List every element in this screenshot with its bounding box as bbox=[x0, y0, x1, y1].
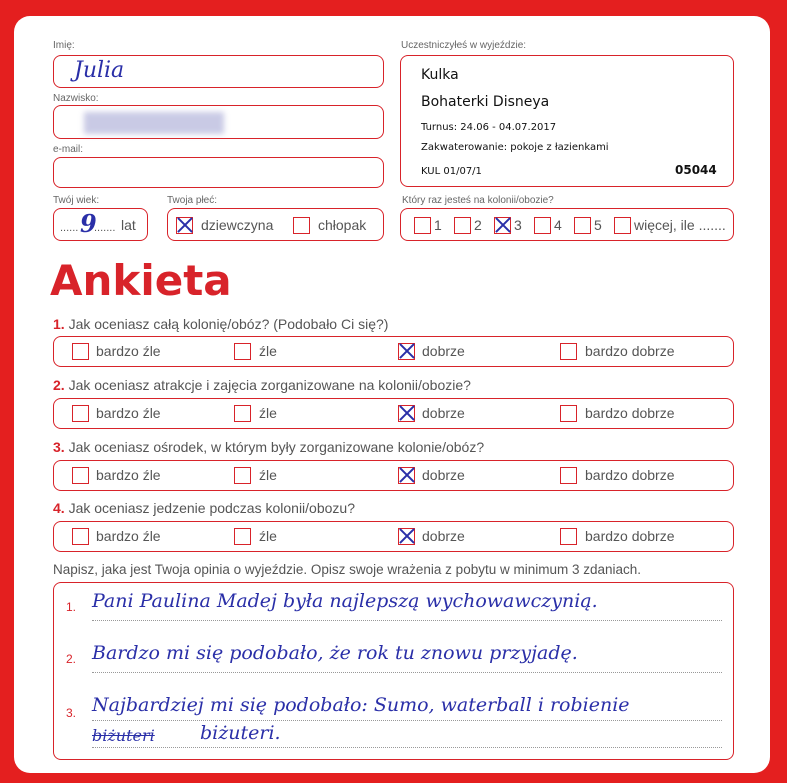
survey-title: Ankieta bbox=[50, 256, 232, 305]
q4-bardzo-zle-checkbox[interactable] bbox=[72, 528, 89, 545]
opinion-line-3-number: 3. bbox=[66, 706, 77, 720]
question-2: 2. Jak oceniasz atrakcje i zajęcia zorganizowane na kolonii/obozie? bbox=[53, 377, 471, 393]
opinion-line-2: Bardzo mi się podobało, że rok tu znowu przyjadę. bbox=[92, 642, 578, 664]
q2-zle-checkbox[interactable] bbox=[234, 405, 251, 422]
age-label: Twój wiek: bbox=[53, 195, 100, 206]
camp-theme: Bohaterki Disneya bbox=[421, 94, 550, 110]
opinion-line-4-struck: biżuteri bbox=[92, 726, 155, 745]
camp-info-box bbox=[400, 55, 734, 187]
opinion-line-3: Najbardziej mi się podobało: Sumo, waterball i robienie bbox=[92, 694, 630, 716]
opinion-line-2-number: 2. bbox=[66, 652, 77, 666]
question-4: 4. Jak oceniasz jedzenie podczas kolonii/obozu? bbox=[53, 500, 355, 516]
question-3: 3. Jak oceniasz ośrodek, w którym były zorganizowane kolonie/obóz? bbox=[53, 439, 485, 455]
camp-name: Kulka bbox=[421, 67, 459, 83]
q3-dobrze-checkbox[interactable] bbox=[398, 467, 415, 484]
age-value: 9 bbox=[80, 209, 97, 238]
q2-dobrze-checkbox[interactable] bbox=[398, 405, 415, 422]
name-value: Julia bbox=[74, 58, 125, 83]
times-field: 1 2 3 4 5 więcej, ile ....... bbox=[400, 208, 734, 241]
camp-accommodation: Zakwaterowanie: pokoje z łazienkami bbox=[421, 142, 609, 153]
camp-code: KUL 01/07/1 bbox=[421, 166, 482, 177]
opinion-line-4: biżuteri. bbox=[200, 722, 281, 744]
times-label: Który raz jesteś na kolonii/obozie? bbox=[402, 195, 554, 206]
surname-redaction bbox=[84, 112, 224, 134]
times-more-checkbox[interactable] bbox=[614, 217, 631, 234]
times-1-checkbox[interactable] bbox=[414, 217, 431, 234]
times-3-checkbox[interactable] bbox=[494, 217, 511, 234]
gender-boy-label: chłopak bbox=[318, 217, 367, 233]
age-field[interactable]: ...... 9 ....... lat bbox=[53, 208, 148, 241]
q1-bardzo-dobrze-checkbox[interactable] bbox=[560, 343, 577, 360]
q4-dobrze-checkbox[interactable] bbox=[398, 528, 415, 545]
email-label: e-mail: bbox=[53, 144, 84, 155]
gender-girl-label: dziewczyna bbox=[201, 217, 274, 233]
opinion-line-1-number: 1. bbox=[66, 600, 77, 614]
gender-girl-checkbox[interactable] bbox=[176, 217, 193, 234]
gender-field bbox=[167, 208, 384, 241]
q1-dobrze-checkbox[interactable] bbox=[398, 343, 415, 360]
question-2-options: bardzo źle źle dobrze bardzo dobrze bbox=[53, 398, 734, 429]
q1-bardzo-zle-checkbox[interactable] bbox=[72, 343, 89, 360]
name-label: Imię: bbox=[53, 40, 75, 51]
surname-field[interactable] bbox=[53, 105, 384, 139]
times-2-checkbox[interactable] bbox=[454, 217, 471, 234]
email-field[interactable] bbox=[53, 157, 384, 188]
gender-label: Twoja płeć: bbox=[167, 195, 218, 206]
q4-bardzo-dobrze-checkbox[interactable] bbox=[560, 528, 577, 545]
q2-bardzo-dobrze-checkbox[interactable] bbox=[560, 405, 577, 422]
gender-boy-checkbox[interactable] bbox=[293, 217, 310, 234]
times-5-checkbox[interactable] bbox=[574, 217, 591, 234]
camp-turnus: Turnus: 24.06 - 04.07.2017 bbox=[421, 122, 557, 133]
q3-bardzo-dobrze-checkbox[interactable] bbox=[560, 467, 577, 484]
question-1-options: bardzo źle źle dobrze bardzo dobrze bbox=[53, 336, 734, 367]
q4-zle-checkbox[interactable] bbox=[234, 528, 251, 545]
q3-bardzo-zle-checkbox[interactable] bbox=[72, 467, 89, 484]
question-3-options: bardzo źle źle dobrze bardzo dobrze bbox=[53, 460, 734, 491]
q3-zle-checkbox[interactable] bbox=[234, 467, 251, 484]
opinion-line-1: Pani Paulina Madej była najlepszą wychowawczynią. bbox=[92, 590, 598, 612]
camp-number: 05044 bbox=[675, 163, 717, 177]
times-4-checkbox[interactable] bbox=[534, 217, 551, 234]
question-1: 1. Jak oceniasz całą kolonię/obóz? (Podobało Ci się?) bbox=[53, 316, 389, 332]
q2-bardzo-zle-checkbox[interactable] bbox=[72, 405, 89, 422]
question-4-options: bardzo źle źle dobrze bardzo dobrze bbox=[53, 521, 734, 552]
camp-label: Uczestniczyłeś w wyjeździe: bbox=[401, 40, 527, 51]
q1-zle-checkbox[interactable] bbox=[234, 343, 251, 360]
age-unit: lat bbox=[121, 217, 136, 233]
name-field[interactable] bbox=[53, 55, 384, 88]
surname-label: Nazwisko: bbox=[53, 93, 99, 104]
opinion-prompt: Napisz, jaka jest Twoja opinia o wyjeździe. Opisz swoje wrażenia z pobytu w minimum 3 zdaniach. bbox=[53, 562, 642, 577]
